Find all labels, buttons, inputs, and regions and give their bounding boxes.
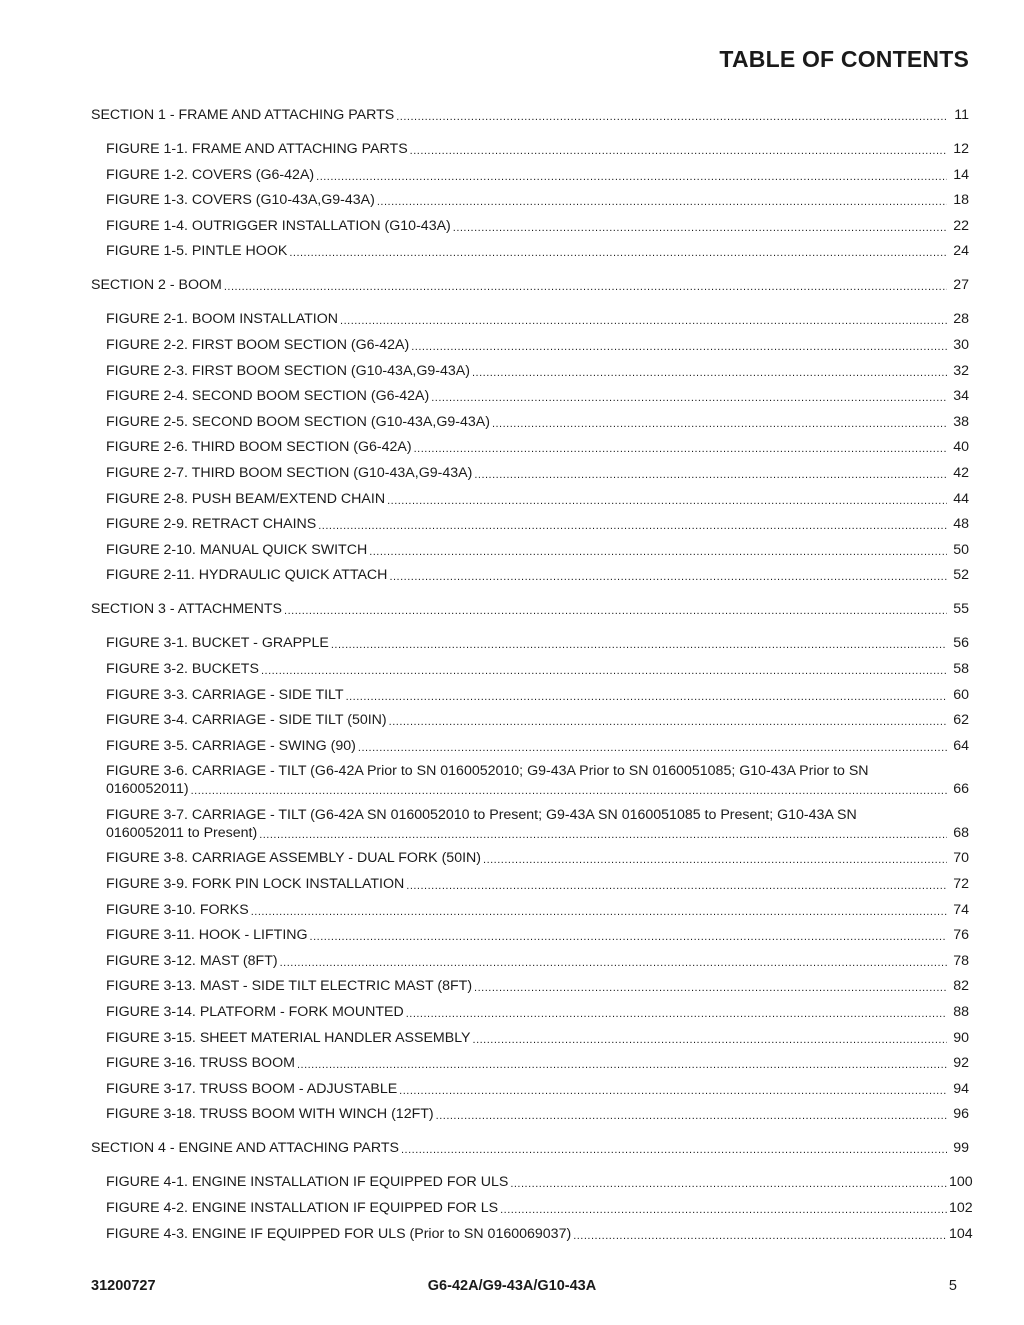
toc-section-entry[interactable] — [91, 1139, 969, 1157]
toc-figure-entry[interactable] — [91, 490, 969, 508]
toc-figure-entry[interactable] — [91, 336, 969, 354]
toc-entry-page-number: 34 — [953, 388, 969, 405]
toc-entry-row — [106, 711, 969, 729]
toc-entry-label: FIGURE 3-15. SHEET MATERIAL HANDLER ASSEMBLY — [106, 1029, 471, 1046]
toc-entry-page-number: 11 — [954, 107, 969, 123]
toc-entry-row — [91, 600, 969, 618]
toc-figure-entry[interactable] — [91, 977, 969, 995]
toc-entry-label: SECTION 1 - FRAME AND ATTACHING PARTS — [91, 107, 395, 123]
toc-entry-label: FIGURE 1-1. FRAME AND ATTACHING PARTS — [106, 141, 408, 157]
toc-entry-label: FIGURE 4-3. ENGINE IF EQUIPPED FOR ULS (Prior to SN 0160069037) — [106, 1225, 572, 1242]
dot-leader — [483, 853, 947, 867]
toc-entry-row — [106, 686, 969, 704]
toc-entry-page-number: 32 — [953, 362, 969, 379]
toc-entry-page-number: 76 — [953, 927, 969, 944]
toc-figure-entry[interactable] — [91, 310, 969, 328]
dot-leader — [431, 391, 947, 405]
toc-entry-label: FIGURE 3-12. MAST (8FT) — [106, 952, 278, 969]
toc-figure-entry[interactable] — [91, 191, 969, 209]
dot-leader — [259, 828, 947, 842]
toc-entry-row — [106, 1225, 973, 1243]
toc-entry-page-number: 52 — [953, 567, 969, 584]
dot-leader — [406, 1007, 947, 1021]
toc-entry-row — [106, 541, 969, 559]
toc-figure-entry[interactable] — [91, 387, 969, 405]
toc-entry-page-number: 104 — [949, 1225, 973, 1242]
toc-entry-row — [106, 977, 969, 995]
toc-entry-label: SECTION 3 - ATTACHMENTS — [91, 601, 283, 618]
dot-leader — [191, 784, 947, 798]
footer-models: G6-42A/G9-43A/G10-43A — [427, 1278, 597, 1294]
toc-entry-label: FIGURE 3-10. FORKS — [106, 901, 249, 918]
dot-leader — [358, 741, 947, 755]
toc-entry-page-number: 90 — [953, 1029, 969, 1046]
toc-figure-entry[interactable] — [91, 541, 969, 559]
toc-entry-page-number: 100 — [949, 1174, 973, 1191]
dot-leader — [224, 280, 947, 294]
toc-entry-page-number: 78 — [953, 952, 969, 969]
toc-entry-page-number: 64 — [953, 737, 969, 754]
toc-entry-row — [106, 780, 969, 798]
toc-entry-page-number: 12 — [953, 141, 969, 157]
dot-leader — [436, 1109, 947, 1123]
toc-entry-row — [91, 1139, 969, 1157]
toc-figure-entry[interactable] — [91, 566, 969, 584]
toc-entry-row — [106, 634, 969, 652]
toc-entry-page-number: 50 — [953, 541, 969, 558]
toc-entry-row — [106, 387, 969, 405]
toc-entry-row — [106, 191, 969, 209]
toc-entry-row — [106, 901, 969, 919]
toc-section-entry[interactable] — [91, 276, 969, 294]
toc-entry-page-number: 42 — [953, 464, 969, 481]
toc-entry-row — [106, 952, 969, 970]
dot-leader — [387, 494, 947, 508]
toc-entry-label: FIGURE 3-2. BUCKETS — [106, 660, 259, 677]
toc-figure-entry[interactable] — [91, 901, 969, 919]
toc-figure-entry[interactable] — [91, 1199, 973, 1217]
toc-entry-label: FIGURE 4-2. ENGINE INSTALLATION IF EQUIPPED FOR LS — [106, 1200, 499, 1216]
toc-figure-entry[interactable] — [91, 849, 969, 867]
dot-leader — [410, 144, 947, 158]
toc-entry-row — [106, 926, 969, 944]
toc-entry-row — [106, 660, 969, 678]
toc-figure-entry[interactable] — [91, 1105, 969, 1123]
toc-figure-entry[interactable] — [91, 686, 969, 704]
toc-entry-label: FIGURE 2-5. SECOND BOOM SECTION (G10-43A,G9-43A) — [106, 413, 490, 430]
toc-entry-page-number: 14 — [953, 166, 969, 183]
toc-figure-entry[interactable] — [91, 952, 969, 970]
toc-entry-row — [106, 1054, 969, 1072]
dot-leader — [340, 314, 947, 328]
dot-leader — [401, 1143, 947, 1157]
toc-entry-label: FIGURE 1-3. COVERS (G10-43A,G9-43A) — [106, 192, 375, 209]
dot-leader — [377, 195, 947, 209]
toc-entry-label: FIGURE 2-7. THIRD BOOM SECTION (G10-43A,G9-43A) — [106, 464, 473, 481]
toc-figure-entry[interactable] — [91, 438, 969, 456]
toc-entry-row — [91, 276, 969, 294]
toc-figure-entry[interactable] — [91, 634, 969, 652]
toc-entry-page-number: 102 — [949, 1200, 973, 1216]
toc-entry-page-number: 96 — [953, 1106, 969, 1123]
toc-entry-page-number: 62 — [953, 712, 969, 729]
toc-entry-row — [106, 566, 969, 584]
toc-figure-entry[interactable] — [91, 875, 969, 893]
toc-entry-row — [106, 362, 969, 380]
toc-entry-label: FIGURE 2-9. RETRACT CHAINS — [106, 516, 317, 533]
dot-leader — [261, 664, 947, 678]
toc-entry-row — [106, 336, 969, 354]
toc-entry-row — [106, 490, 969, 508]
table-of-contents — [91, 106, 973, 1250]
toc-entry-label: FIGURE 2-11. HYDRAULIC QUICK ATTACH — [106, 567, 388, 584]
toc-figure-entry[interactable] — [91, 711, 969, 729]
dot-leader — [492, 417, 947, 431]
toc-section-entry[interactable] — [91, 106, 969, 124]
toc-entry-row — [106, 242, 969, 260]
toc-entry-row — [106, 1003, 969, 1021]
toc-figure-entry[interactable] — [91, 166, 969, 184]
dot-leader — [318, 519, 947, 533]
toc-entry-page-number: 74 — [953, 901, 969, 918]
toc-entry-page-number: 68 — [953, 824, 969, 841]
toc-figure-entry[interactable] — [91, 464, 969, 482]
toc-figure-entry[interactable] — [91, 737, 969, 755]
toc-entry-label: FIGURE 3-6. CARRIAGE - TILT (G6-42A Prior to SN 0160052010; G9-43A Prior to SN 0160051085; G10-43A Prior to SN — [106, 763, 869, 780]
toc-entry-label: FIGURE 3-1. BUCKET - GRAPPLE — [106, 635, 329, 652]
dot-leader — [399, 1084, 947, 1098]
toc-entry-page-number: 38 — [953, 413, 969, 430]
dot-leader — [289, 246, 947, 260]
toc-entry-row — [106, 413, 969, 431]
toc-figure-entry[interactable] — [91, 140, 969, 158]
toc-entry-page-number: 92 — [953, 1055, 969, 1072]
toc-entry-page-number: 48 — [953, 516, 969, 533]
toc-entry-page-number: 99 — [953, 1140, 969, 1157]
toc-entry-label: SECTION 4 - ENGINE AND ATTACHING PARTS — [91, 1140, 399, 1157]
dot-leader — [369, 545, 947, 559]
toc-entry-label: FIGURE 3-3. CARRIAGE - SIDE TILT — [106, 686, 344, 703]
toc-figure-entry[interactable] — [91, 413, 969, 431]
toc-entry-label: FIGURE 3-13. MAST - SIDE TILT ELECTRIC MAST (8FT) — [106, 978, 473, 995]
dot-leader — [411, 340, 947, 354]
dot-leader — [331, 638, 947, 652]
toc-entry-page-number: 58 — [953, 660, 969, 677]
toc-entry-label: FIGURE 3-17. TRUSS BOOM - ADJUSTABLE — [106, 1080, 398, 1097]
toc-entry-page-number: 94 — [953, 1080, 969, 1097]
toc-entry-row — [106, 1173, 973, 1191]
toc-figure-entry[interactable] — [91, 217, 969, 235]
toc-entry-label: FIGURE 1-5. PINTLE HOOK — [106, 243, 288, 260]
page-title: TABLE OF CONTENTS — [719, 46, 969, 72]
toc-entry-label: FIGURE 3-7. CARRIAGE - TILT (G6-42A SN 0160052010 to Present; G9-43A SN 0160051085 to Present; G10-43A SN — [106, 806, 857, 823]
dot-leader — [396, 110, 947, 124]
footer-page-number: 5 — [948, 1278, 957, 1294]
toc-entry-row — [106, 1029, 969, 1047]
toc-entry-page-number: 28 — [953, 311, 969, 328]
toc-figure-entry[interactable] — [91, 1080, 969, 1098]
toc-figure-entry[interactable] — [91, 1029, 969, 1047]
toc-entry-page-number: 44 — [953, 490, 969, 507]
toc-entry-row — [106, 140, 969, 158]
toc-entry-label: FIGURE 3-16. TRUSS BOOM — [106, 1055, 295, 1072]
toc-entry-page-number: 88 — [953, 1004, 969, 1021]
toc-entry-page-number: 27 — [953, 277, 969, 294]
toc-entry-row — [106, 217, 969, 235]
toc-entry-row — [106, 515, 969, 533]
dot-leader — [251, 905, 947, 919]
toc-entry-label-continued: 0160052011) — [106, 781, 189, 798]
toc-entry-row — [106, 1105, 969, 1123]
toc-entry-row — [106, 824, 969, 842]
toc-entry-label: FIGURE 2-8. PUSH BEAM/EXTEND CHAIN — [106, 490, 386, 507]
dot-leader — [389, 570, 947, 584]
toc-entry-row — [106, 849, 969, 867]
toc-entry-label: FIGURE 3-4. CARRIAGE - SIDE TILT (50IN) — [106, 712, 387, 729]
toc-entry-row — [106, 1199, 973, 1217]
dot-leader — [472, 366, 947, 380]
toc-entry-page-number: 22 — [953, 217, 969, 234]
toc-entry-page-number: 56 — [953, 635, 969, 652]
toc-entry-row — [106, 875, 969, 893]
toc-entry-row — [106, 1080, 969, 1098]
dot-leader — [297, 1058, 947, 1072]
dot-leader — [284, 604, 947, 618]
toc-figure-entry[interactable] — [91, 362, 969, 380]
toc-entry-page-number: 60 — [953, 686, 969, 703]
footer-doc-number: 31200727 — [91, 1278, 156, 1294]
toc-entry-page-number: 55 — [953, 601, 969, 618]
dot-leader — [453, 221, 947, 235]
toc-entry-label: FIGURE 2-10. MANUAL QUICK SWITCH — [106, 541, 368, 558]
toc-entry-page-number: 30 — [953, 336, 969, 353]
dot-leader — [346, 690, 947, 704]
toc-entry-label: FIGURE 4-1. ENGINE INSTALLATION IF EQUIPPED FOR ULS — [106, 1174, 509, 1191]
toc-entry-row — [106, 310, 969, 328]
dot-leader — [473, 1033, 947, 1047]
toc-entry-label: FIGURE 1-4. OUTRIGGER INSTALLATION (G10-43A) — [106, 217, 451, 234]
toc-figure-entry[interactable] — [91, 660, 969, 678]
toc-figure-entry[interactable] — [91, 762, 969, 798]
dot-leader — [500, 1203, 947, 1217]
toc-entry-page-number: 66 — [953, 781, 969, 798]
dot-leader — [316, 170, 947, 184]
toc-entry-label: FIGURE 2-1. BOOM INSTALLATION — [106, 311, 339, 328]
dot-leader — [510, 1177, 947, 1191]
toc-entry-label: SECTION 2 - BOOM — [91, 277, 222, 294]
toc-entry-row — [106, 438, 969, 456]
dot-leader — [474, 468, 947, 482]
toc-entry-label: FIGURE 3-18. TRUSS BOOM WITH WINCH (12FT) — [106, 1106, 434, 1123]
toc-entry-label-continued: 0160052011 to Present) — [106, 824, 258, 841]
toc-figure-entry[interactable] — [91, 1003, 969, 1021]
toc-entry-page-number: 70 — [953, 850, 969, 867]
toc-entry-page-number: 18 — [953, 192, 969, 209]
dot-leader — [414, 442, 947, 456]
toc-entry-page-number: 40 — [953, 439, 969, 456]
toc-entry-page-number: 24 — [953, 243, 969, 260]
toc-figure-entry[interactable] — [91, 806, 969, 842]
dot-leader — [406, 879, 947, 893]
toc-figure-entry[interactable] — [91, 1054, 969, 1072]
toc-entry-page-number: 72 — [953, 876, 969, 893]
toc-entry-row — [106, 464, 969, 482]
dot-leader — [474, 981, 947, 995]
toc-figure-entry[interactable] — [91, 515, 969, 533]
toc-figure-entry[interactable] — [91, 1225, 973, 1243]
toc-entry-label: FIGURE 3-5. CARRIAGE - SWING (90) — [106, 737, 356, 754]
toc-entry-page-number: 82 — [953, 978, 969, 995]
dot-leader — [389, 715, 947, 729]
dot-leader — [310, 930, 947, 944]
toc-entry-label: FIGURE 2-2. FIRST BOOM SECTION (G6-42A) — [106, 336, 410, 353]
toc-section-entry[interactable] — [91, 600, 969, 618]
toc-entry-label: FIGURE 3-8. CARRIAGE ASSEMBLY - DUAL FORK (50IN) — [106, 850, 482, 867]
toc-entry-label: FIGURE 3-11. HOOK - LIFTING — [106, 927, 308, 944]
toc-figure-entry[interactable] — [91, 1173, 973, 1191]
toc-figure-entry[interactable] — [91, 242, 969, 260]
toc-entry-row — [106, 166, 969, 184]
dot-leader — [280, 956, 947, 970]
toc-entry-label: FIGURE 2-4. SECOND BOOM SECTION (G6-42A) — [106, 388, 430, 405]
toc-entry-label: FIGURE 2-6. THIRD BOOM SECTION (G6-42A) — [106, 439, 412, 456]
toc-entry-label: FIGURE 3-9. FORK PIN LOCK INSTALLATION — [106, 876, 405, 893]
toc-entry-row — [106, 737, 969, 755]
toc-entry-label: FIGURE 2-3. FIRST BOOM SECTION (G10-43A,G9-43A) — [106, 362, 470, 379]
toc-entry-row — [91, 106, 969, 124]
toc-entry-label: FIGURE 3-14. PLATFORM - FORK MOUNTED — [106, 1004, 404, 1021]
dot-leader — [573, 1229, 947, 1243]
toc-figure-entry[interactable] — [91, 926, 969, 944]
toc-entry-label: FIGURE 1-2. COVERS (G6-42A) — [106, 166, 315, 183]
